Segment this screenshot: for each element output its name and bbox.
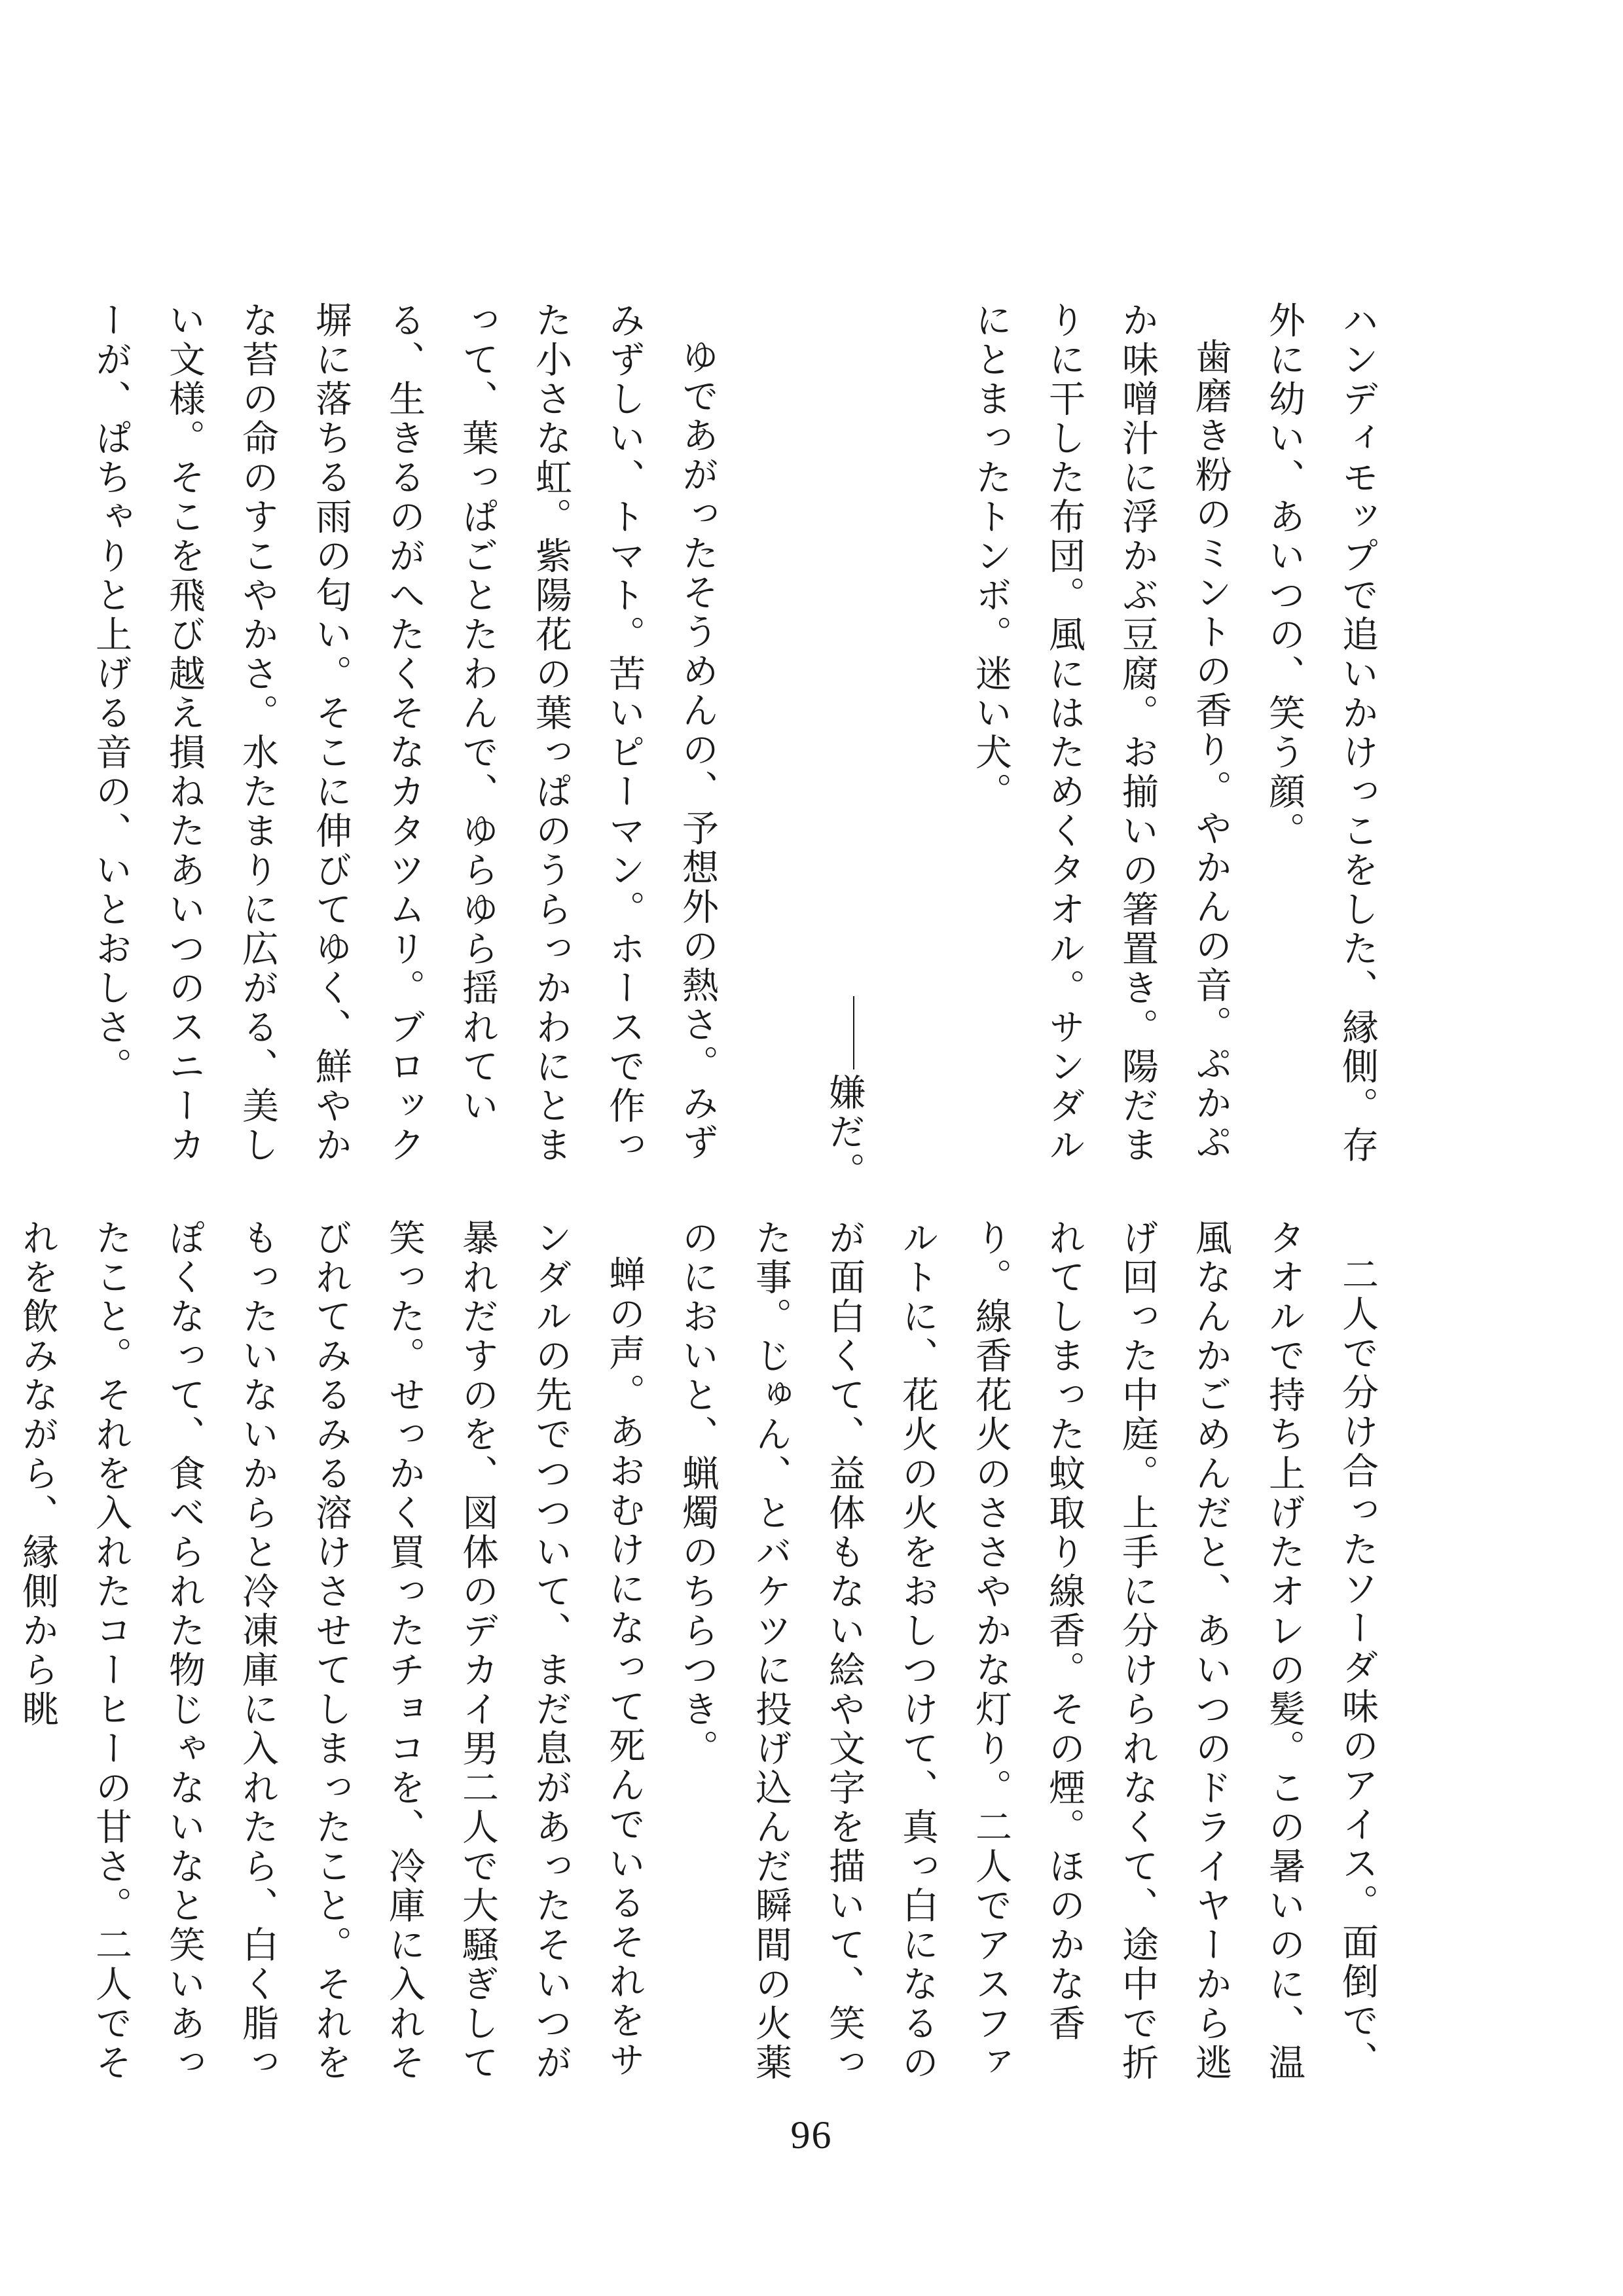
upper-text-section — [90, 301, 1394, 1191]
blank-line — [881, 301, 954, 1191]
paragraph: 蝉の声。あおむけになって死んでいるそれをサンダルの先でつついて、まだ息があったそいつが暴れだすのを、図体のデカイ男二人で大騒ぎして笑った。せっかく買ったチョコを、冷庫に入れそびれてみるみる溶けさせてしまったこと。それをもったいないからと冷凍庫に入れたら、白く脂っぽくなって、食べられた物じゃないなと笑いあったこと。それを入れたコーヒーの甘さ。二人でそれを飲みながら、縁側から眺 — [16, 1219, 646, 2083]
em-dash-rule — [853, 996, 854, 1069]
paragraph: ゆであがったそうめんの、予想外の熱さ。みずみずしい、トマト。苦いピーマン。ホースで作った小さな虹。紫陽花の葉っぱのうらっかわにとまって、葉っぱごとたわんで、ゆらゆら揺れている、生きるのがへたくそなカタツムリ。ブロック塀に落ちる雨の匂い。そこに伸びてゆく、鮮やかな苔の命のすこやかさ。水たまりに広がる、美しい文様。そこを飛び越え損ねたあいつのスニーカーが、ぱちゃりと上げる音の、いとおしさ。 — [90, 301, 719, 1165]
page-number: 96 — [790, 2113, 833, 2157]
lower-text-section — [16, 1219, 1394, 2109]
blank-line — [1, 301, 74, 1191]
paragraph: 歯磨き粉のミントの香り。やかんの音。ぷかぷか味噌汁に浮かぶ豆腐。お揃いの箸置き。陽だまりに干した布団。風にはためくタオル。サンダルにとまったトンボ。迷い犬。 — [970, 301, 1232, 1165]
signoff-line — [0, 301, 1, 1191]
signoff-line — [807, 301, 881, 1191]
text-block-2 — [0, 301, 734, 1191]
signoff-text: 嫌だ。 — [823, 1073, 866, 1191]
paragraph: ハンディモップで追いかけっこをした、縁側。存外に幼い、あいつの、笑う顔。 — [1263, 301, 1379, 1165]
text-block-1 — [807, 301, 1394, 1191]
blank-line — [734, 301, 807, 1191]
paragraph: 二人で分け合ったソーダ味のアイス。面倒で、タオルで持ち上げたオレの髪。この暑いのに、温風なんかごめんだと、あいつのドライヤーから逃げ回った中庭。上手に分けられなくて、途中で折れてしまった蚊取り線香。その煙。ほのかな香り。線香花火のささやかな灯り。二人でアスファルトに、花火の火をおしつけて、真っ白になるのが面白くて、益体もない絵や文字を描いて、笑った事。じゅん、とバケツに投げ込んだ瞬間の火薬のにおいと、蝋燭のちらつき。 — [676, 1219, 1379, 2083]
